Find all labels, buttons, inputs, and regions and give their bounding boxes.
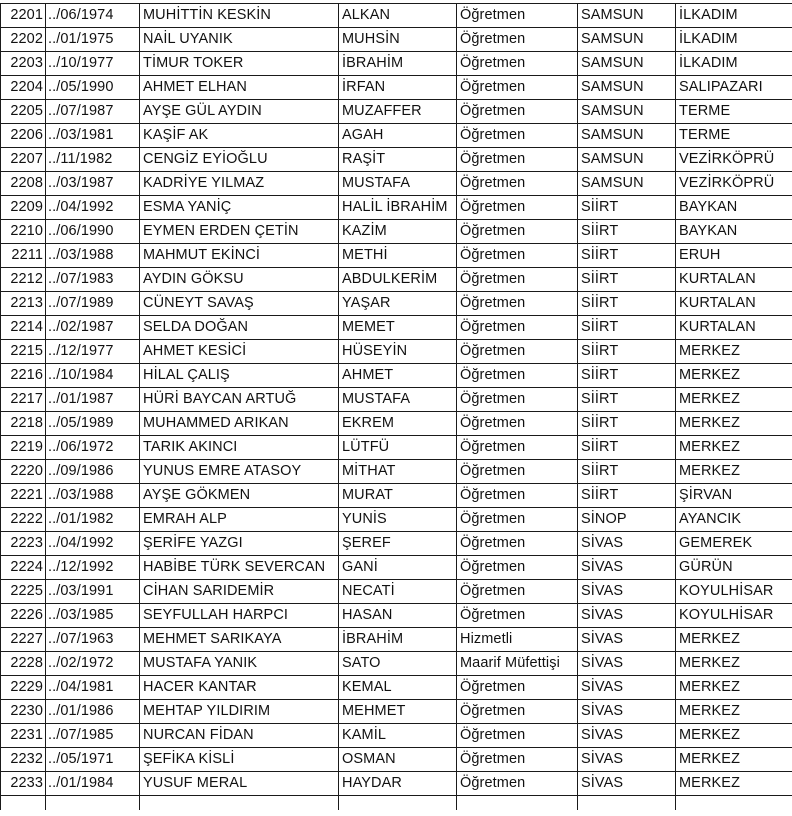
district-cell: İLKADIM xyxy=(676,4,792,28)
birth-date-cell: ../10/1977 xyxy=(46,52,140,76)
province-cell: SAMSUN xyxy=(578,172,676,196)
title-cell: Öğretmen xyxy=(457,436,578,460)
province-cell: SİİRT xyxy=(578,292,676,316)
district-cell: VEZİRKÖPRÜ xyxy=(676,148,792,172)
row-number-cell: 2223 xyxy=(1,532,46,556)
table-row xyxy=(1,484,792,508)
empty-cell xyxy=(1,796,46,811)
province-cell: SİİRT xyxy=(578,364,676,388)
full-name-cell: MUHİTTİN KESKİN xyxy=(140,4,339,28)
table-row xyxy=(1,604,792,628)
table-row xyxy=(1,388,792,412)
table-row xyxy=(1,556,792,580)
father-name-cell: EKREM xyxy=(339,412,457,436)
full-name-cell: TARIK AKINCI xyxy=(140,436,339,460)
full-name-cell: SELDA DOĞAN xyxy=(140,316,339,340)
title-cell: Öğretmen xyxy=(457,196,578,220)
table-row xyxy=(1,652,792,676)
district-cell: MERKEZ xyxy=(676,628,792,652)
father-name-cell: MUHSİN xyxy=(339,28,457,52)
title-cell: Hizmetli xyxy=(457,628,578,652)
row-number-cell: 2227 xyxy=(1,628,46,652)
district-cell: KOYULHİSAR xyxy=(676,580,792,604)
province-cell: SİVAS xyxy=(578,748,676,772)
full-name-cell: MEHMET SARIKAYA xyxy=(140,628,339,652)
table-row xyxy=(1,172,792,196)
row-number-cell: 2214 xyxy=(1,316,46,340)
full-name-cell: MAHMUT EKİNCİ xyxy=(140,244,339,268)
birth-date-cell: ../01/1975 xyxy=(46,28,140,52)
province-cell: SİVAS xyxy=(578,556,676,580)
row-number-cell: 2228 xyxy=(1,652,46,676)
district-cell: ŞİRVAN xyxy=(676,484,792,508)
district-cell: MERKEZ xyxy=(676,676,792,700)
table-row xyxy=(1,316,792,340)
table-row xyxy=(1,124,792,148)
birth-date-cell: ../10/1984 xyxy=(46,364,140,388)
row-number-cell: 2230 xyxy=(1,700,46,724)
row-number-cell: 2207 xyxy=(1,148,46,172)
full-name-cell: NAİL UYANIK xyxy=(140,28,339,52)
birth-date-cell: ../03/1991 xyxy=(46,580,140,604)
district-cell: GÜRÜN xyxy=(676,556,792,580)
father-name-cell: LÜTFÜ xyxy=(339,436,457,460)
title-cell: Öğretmen xyxy=(457,772,578,796)
title-cell: Öğretmen xyxy=(457,100,578,124)
full-name-cell: SEYFULLAH HARPCI xyxy=(140,604,339,628)
full-name-cell: HACER KANTAR xyxy=(140,676,339,700)
district-cell: BAYKAN xyxy=(676,220,792,244)
full-name-cell: CİHAN SARIDEMİR xyxy=(140,580,339,604)
row-number-cell: 2203 xyxy=(1,52,46,76)
province-cell: SİİRT xyxy=(578,460,676,484)
row-number-cell: 2221 xyxy=(1,484,46,508)
father-name-cell: ŞEREF xyxy=(339,532,457,556)
table-row xyxy=(1,676,792,700)
row-number-cell: 2216 xyxy=(1,364,46,388)
full-name-cell: MUSTAFA YANIK xyxy=(140,652,339,676)
row-number-cell: 2219 xyxy=(1,436,46,460)
title-cell: Öğretmen xyxy=(457,244,578,268)
father-name-cell: KEMAL xyxy=(339,676,457,700)
father-name-cell: YUNİS xyxy=(339,508,457,532)
document-table-page xyxy=(0,3,792,810)
table-row xyxy=(1,220,792,244)
full-name-cell: AYŞE GÜL AYDIN xyxy=(140,100,339,124)
birth-date-cell: ../05/1971 xyxy=(46,748,140,772)
district-cell: BAYKAN xyxy=(676,196,792,220)
title-cell: Öğretmen xyxy=(457,748,578,772)
province-cell: SİVAS xyxy=(578,604,676,628)
row-number-cell: 2204 xyxy=(1,76,46,100)
title-cell: Öğretmen xyxy=(457,124,578,148)
district-cell: MERKEZ xyxy=(676,364,792,388)
full-name-cell: AYDIN GÖKSU xyxy=(140,268,339,292)
district-cell: MERKEZ xyxy=(676,412,792,436)
province-cell: SAMSUN xyxy=(578,100,676,124)
row-number-cell: 2232 xyxy=(1,748,46,772)
table-row xyxy=(1,340,792,364)
empty-cell xyxy=(339,796,457,811)
province-cell: SAMSUN xyxy=(578,76,676,100)
table-row xyxy=(1,4,792,28)
row-number-cell: 2208 xyxy=(1,172,46,196)
district-cell: MERKEZ xyxy=(676,340,792,364)
row-number-cell: 2202 xyxy=(1,28,46,52)
father-name-cell: İBRAHİM xyxy=(339,52,457,76)
title-cell: Öğretmen xyxy=(457,604,578,628)
full-name-cell: CÜNEYT SAVAŞ xyxy=(140,292,339,316)
row-number-cell: 2213 xyxy=(1,292,46,316)
table-row xyxy=(1,364,792,388)
full-name-cell: AHMET KESİCİ xyxy=(140,340,339,364)
father-name-cell: GANİ xyxy=(339,556,457,580)
birth-date-cell: ../04/1992 xyxy=(46,532,140,556)
empty-cell xyxy=(140,796,339,811)
table-row xyxy=(1,244,792,268)
title-cell: Öğretmen xyxy=(457,700,578,724)
father-name-cell: METHİ xyxy=(339,244,457,268)
birth-date-cell: ../07/1983 xyxy=(46,268,140,292)
birth-date-cell: ../03/1987 xyxy=(46,172,140,196)
full-name-cell: AYŞE GÖKMEN xyxy=(140,484,339,508)
birth-date-cell: ../03/1988 xyxy=(46,484,140,508)
birth-date-cell: ../01/1984 xyxy=(46,772,140,796)
birth-date-cell: ../03/1988 xyxy=(46,244,140,268)
table-row xyxy=(1,772,792,796)
district-cell: İLKADIM xyxy=(676,52,792,76)
father-name-cell: KAZİM xyxy=(339,220,457,244)
full-name-cell: ESMA YANİÇ xyxy=(140,196,339,220)
full-name-cell: KAŞİF AK xyxy=(140,124,339,148)
row-number-cell: 2211 xyxy=(1,244,46,268)
father-name-cell: OSMAN xyxy=(339,748,457,772)
title-cell: Öğretmen xyxy=(457,148,578,172)
title-cell: Öğretmen xyxy=(457,28,578,52)
title-cell: Öğretmen xyxy=(457,580,578,604)
row-number-cell: 2206 xyxy=(1,124,46,148)
full-name-cell: MEHTAP YILDIRIM xyxy=(140,700,339,724)
table-row xyxy=(1,292,792,316)
district-cell: TERME xyxy=(676,124,792,148)
birth-date-cell: ../07/1989 xyxy=(46,292,140,316)
title-cell: Öğretmen xyxy=(457,292,578,316)
father-name-cell: MUSTAFA xyxy=(339,388,457,412)
empty-cell xyxy=(676,796,792,811)
province-cell: SAMSUN xyxy=(578,4,676,28)
title-cell: Öğretmen xyxy=(457,460,578,484)
father-name-cell: ABDULKERİM xyxy=(339,268,457,292)
table-row xyxy=(1,28,792,52)
district-cell: MERKEZ xyxy=(676,460,792,484)
title-cell: Öğretmen xyxy=(457,508,578,532)
birth-date-cell: ../02/1987 xyxy=(46,316,140,340)
father-name-cell: SATO xyxy=(339,652,457,676)
full-name-cell: HİLAL ÇALIŞ xyxy=(140,364,339,388)
row-number-cell: 2215 xyxy=(1,340,46,364)
birth-date-cell: ../04/1992 xyxy=(46,196,140,220)
father-name-cell: HÜSEYİN xyxy=(339,340,457,364)
father-name-cell: MİTHAT xyxy=(339,460,457,484)
title-cell: Öğretmen xyxy=(457,268,578,292)
row-number-cell: 2201 xyxy=(1,4,46,28)
birth-date-cell: ../01/1986 xyxy=(46,700,140,724)
birth-date-cell: ../12/1992 xyxy=(46,556,140,580)
district-cell: KURTALAN xyxy=(676,316,792,340)
province-cell: SİİRT xyxy=(578,388,676,412)
district-cell: MERKEZ xyxy=(676,388,792,412)
district-cell: MERKEZ xyxy=(676,748,792,772)
title-cell: Öğretmen xyxy=(457,4,578,28)
table-row xyxy=(1,52,792,76)
district-cell: TERME xyxy=(676,100,792,124)
father-name-cell: HAYDAR xyxy=(339,772,457,796)
province-cell: SİVAS xyxy=(578,652,676,676)
table-row xyxy=(1,412,792,436)
district-cell: KURTALAN xyxy=(676,292,792,316)
personnel-table xyxy=(0,3,792,810)
table-body xyxy=(1,4,792,811)
father-name-cell: MUSTAFA xyxy=(339,172,457,196)
title-cell: Öğretmen xyxy=(457,676,578,700)
province-cell: SİVAS xyxy=(578,532,676,556)
title-cell: Öğretmen xyxy=(457,724,578,748)
province-cell: SİVAS xyxy=(578,628,676,652)
row-number-cell: 2225 xyxy=(1,580,46,604)
full-name-cell: AHMET ELHAN xyxy=(140,76,339,100)
birth-date-cell: ../01/1987 xyxy=(46,388,140,412)
father-name-cell: KAMİL xyxy=(339,724,457,748)
table-row xyxy=(1,268,792,292)
title-cell: Maarif Müfettişi xyxy=(457,652,578,676)
district-cell: İLKADIM xyxy=(676,28,792,52)
birth-date-cell: ../03/1985 xyxy=(46,604,140,628)
row-number-cell: 2218 xyxy=(1,412,46,436)
province-cell: SİVAS xyxy=(578,700,676,724)
father-name-cell: İRFAN xyxy=(339,76,457,100)
full-name-cell: CENGİZ EYİOĞLU xyxy=(140,148,339,172)
title-cell: Öğretmen xyxy=(457,340,578,364)
empty-cell xyxy=(46,796,140,811)
full-name-cell: YUNUS EMRE ATASOY xyxy=(140,460,339,484)
title-cell: Öğretmen xyxy=(457,412,578,436)
province-cell: SİVAS xyxy=(578,580,676,604)
province-cell: SİİRT xyxy=(578,484,676,508)
district-cell: MERKEZ xyxy=(676,724,792,748)
birth-date-cell: ../11/1982 xyxy=(46,148,140,172)
full-name-cell: KADRİYE YILMAZ xyxy=(140,172,339,196)
table-row xyxy=(1,724,792,748)
empty-cell xyxy=(578,796,676,811)
table-row xyxy=(1,580,792,604)
birth-date-cell: ../01/1982 xyxy=(46,508,140,532)
row-number-cell: 2229 xyxy=(1,676,46,700)
table-row-partial xyxy=(1,796,792,811)
province-cell: SİVAS xyxy=(578,724,676,748)
birth-date-cell: ../06/1974 xyxy=(46,4,140,28)
province-cell: SİNOP xyxy=(578,508,676,532)
table-row xyxy=(1,76,792,100)
row-number-cell: 2210 xyxy=(1,220,46,244)
birth-date-cell: ../07/1987 xyxy=(46,100,140,124)
province-cell: SAMSUN xyxy=(578,28,676,52)
title-cell: Öğretmen xyxy=(457,172,578,196)
district-cell: SALIPAZARI xyxy=(676,76,792,100)
province-cell: SİVAS xyxy=(578,772,676,796)
row-number-cell: 2226 xyxy=(1,604,46,628)
title-cell: Öğretmen xyxy=(457,52,578,76)
birth-date-cell: ../05/1989 xyxy=(46,412,140,436)
father-name-cell: ALKAN xyxy=(339,4,457,28)
province-cell: SİVAS xyxy=(578,676,676,700)
father-name-cell: AHMET xyxy=(339,364,457,388)
table-row xyxy=(1,700,792,724)
table-row xyxy=(1,100,792,124)
table-row xyxy=(1,148,792,172)
province-cell: SİİRT xyxy=(578,196,676,220)
province-cell: SİİRT xyxy=(578,436,676,460)
father-name-cell: YAŞAR xyxy=(339,292,457,316)
province-cell: SİİRT xyxy=(578,220,676,244)
birth-date-cell: ../06/1972 xyxy=(46,436,140,460)
row-number-cell: 2217 xyxy=(1,388,46,412)
province-cell: SİİRT xyxy=(578,340,676,364)
father-name-cell: MURAT xyxy=(339,484,457,508)
row-number-cell: 2222 xyxy=(1,508,46,532)
empty-cell xyxy=(457,796,578,811)
title-cell: Öğretmen xyxy=(457,556,578,580)
district-cell: GEMEREK xyxy=(676,532,792,556)
title-cell: Öğretmen xyxy=(457,388,578,412)
province-cell: SAMSUN xyxy=(578,124,676,148)
district-cell: MERKEZ xyxy=(676,652,792,676)
title-cell: Öğretmen xyxy=(457,532,578,556)
title-cell: Öğretmen xyxy=(457,484,578,508)
province-cell: SİİRT xyxy=(578,316,676,340)
row-number-cell: 2209 xyxy=(1,196,46,220)
table-row xyxy=(1,532,792,556)
title-cell: Öğretmen xyxy=(457,220,578,244)
title-cell: Öğretmen xyxy=(457,364,578,388)
full-name-cell: EMRAH ALP xyxy=(140,508,339,532)
row-number-cell: 2220 xyxy=(1,460,46,484)
table-row xyxy=(1,628,792,652)
birth-date-cell: ../04/1981 xyxy=(46,676,140,700)
full-name-cell: ŞERİFE YAZGI xyxy=(140,532,339,556)
full-name-cell: HÜRİ BAYCAN ARTUĞ xyxy=(140,388,339,412)
table-row xyxy=(1,748,792,772)
district-cell: MERKEZ xyxy=(676,772,792,796)
birth-date-cell: ../03/1981 xyxy=(46,124,140,148)
full-name-cell: TİMUR TOKER xyxy=(140,52,339,76)
father-name-cell: HALİL İBRAHİM xyxy=(339,196,457,220)
table-row xyxy=(1,196,792,220)
district-cell: ERUH xyxy=(676,244,792,268)
title-cell: Öğretmen xyxy=(457,76,578,100)
birth-date-cell: ../05/1990 xyxy=(46,76,140,100)
birth-date-cell: ../06/1990 xyxy=(46,220,140,244)
full-name-cell: NURCAN FİDAN xyxy=(140,724,339,748)
table-row xyxy=(1,436,792,460)
row-number-cell: 2224 xyxy=(1,556,46,580)
father-name-cell: HASAN xyxy=(339,604,457,628)
district-cell: KOYULHİSAR xyxy=(676,604,792,628)
full-name-cell: YUSUF MERAL xyxy=(140,772,339,796)
district-cell: AYANCIK xyxy=(676,508,792,532)
full-name-cell: ŞEFİKA KİSLİ xyxy=(140,748,339,772)
full-name-cell: EYMEN ERDEN ÇETİN xyxy=(140,220,339,244)
father-name-cell: NECATİ xyxy=(339,580,457,604)
district-cell: MERKEZ xyxy=(676,436,792,460)
birth-date-cell: ../02/1972 xyxy=(46,652,140,676)
father-name-cell: MEMET xyxy=(339,316,457,340)
father-name-cell: AGAH xyxy=(339,124,457,148)
table-row xyxy=(1,508,792,532)
father-name-cell: RAŞİT xyxy=(339,148,457,172)
row-number-cell: 2231 xyxy=(1,724,46,748)
row-number-cell: 2212 xyxy=(1,268,46,292)
birth-date-cell: ../09/1986 xyxy=(46,460,140,484)
district-cell: MERKEZ xyxy=(676,700,792,724)
full-name-cell: MUHAMMED ARIKAN xyxy=(140,412,339,436)
row-number-cell: 2205 xyxy=(1,100,46,124)
father-name-cell: İBRAHİM xyxy=(339,628,457,652)
district-cell: VEZİRKÖPRÜ xyxy=(676,172,792,196)
birth-date-cell: ../07/1963 xyxy=(46,628,140,652)
birth-date-cell: ../12/1977 xyxy=(46,340,140,364)
title-cell: Öğretmen xyxy=(457,316,578,340)
table-row xyxy=(1,460,792,484)
province-cell: SAMSUN xyxy=(578,148,676,172)
province-cell: SİİRT xyxy=(578,412,676,436)
row-number-cell: 2233 xyxy=(1,772,46,796)
province-cell: SİİRT xyxy=(578,268,676,292)
birth-date-cell: ../07/1985 xyxy=(46,724,140,748)
father-name-cell: MEHMET xyxy=(339,700,457,724)
full-name-cell: HABİBE TÜRK SEVERCAN xyxy=(140,556,339,580)
province-cell: SAMSUN xyxy=(578,52,676,76)
father-name-cell: MUZAFFER xyxy=(339,100,457,124)
district-cell: KURTALAN xyxy=(676,268,792,292)
province-cell: SİİRT xyxy=(578,244,676,268)
